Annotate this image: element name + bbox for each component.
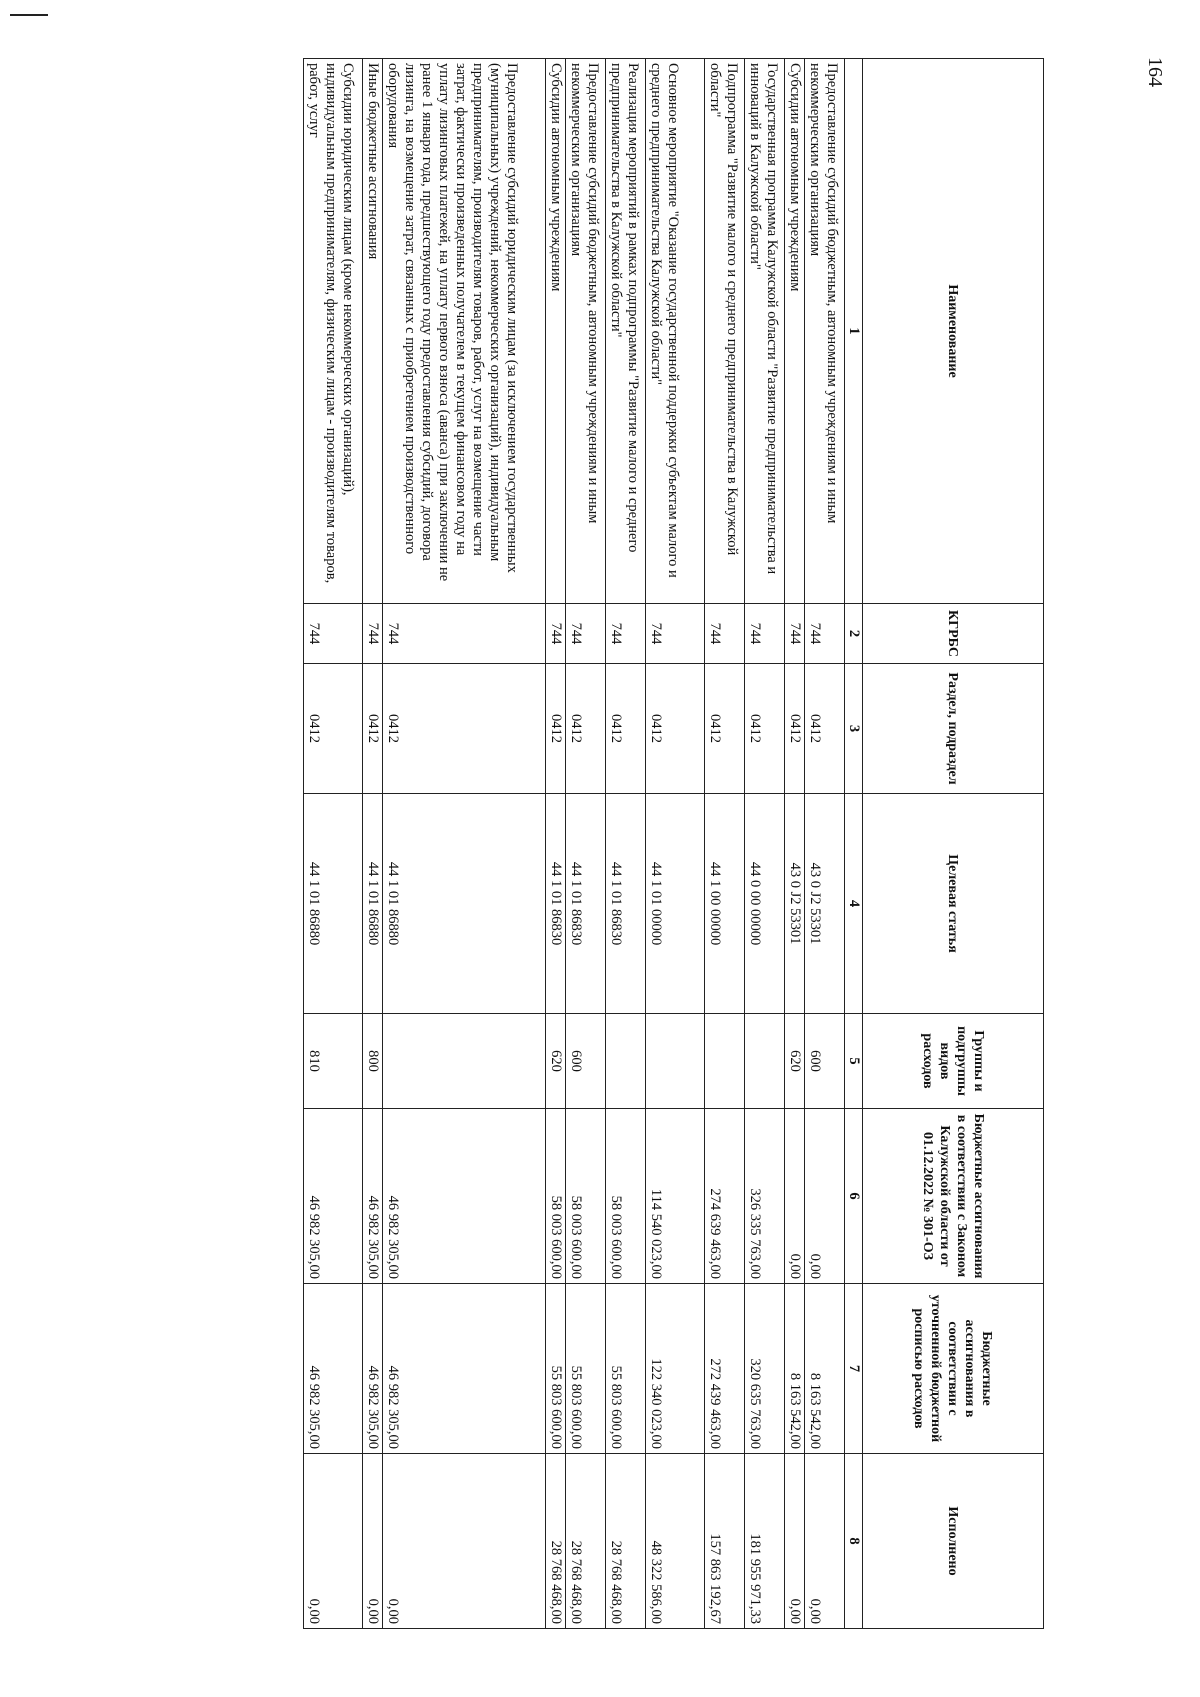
table-row	[785, 59, 805, 1629]
row-razdel: 0412	[805, 664, 845, 794]
row-name: Субсидии автономным учреждениям	[785, 59, 805, 604]
rotated-table-area	[154, 58, 1044, 1628]
row-law-allocation: 58 003 600,00	[606, 1109, 646, 1284]
row-razdel: 0412	[745, 664, 785, 794]
row-executed: 28 768 468,00	[606, 1454, 646, 1629]
row-executed: 28 768 468,00	[546, 1454, 566, 1629]
row-name: Субсидии автономным учреждениям	[546, 59, 566, 604]
column-number: 1	[845, 59, 863, 604]
row-executed: 0,00	[363, 1454, 383, 1629]
table-row	[805, 59, 845, 1629]
column-number-row	[845, 59, 863, 1629]
row-budget-schedule: 46 982 305,00	[363, 1284, 383, 1454]
row-expense-group: 620	[546, 1014, 566, 1109]
page-number: 164	[1144, 57, 1166, 87]
row-target-article: 44 1 00 00000	[705, 794, 745, 1014]
row-target-article: 44 1 01 86830	[546, 794, 566, 1014]
row-razdel: 0412	[646, 664, 705, 794]
column-number: 6	[845, 1109, 863, 1284]
row-executed: 0,00	[785, 1454, 805, 1629]
header-kgrbs: КГРБС	[863, 604, 1044, 664]
budget-table	[303, 58, 1044, 1629]
column-number: 5	[845, 1014, 863, 1109]
row-kgrbs: 744	[745, 604, 785, 664]
row-law-allocation: 0,00	[805, 1109, 845, 1284]
column-number: 7	[845, 1284, 863, 1454]
table-row	[646, 59, 705, 1629]
row-executed: 48 322 586,00	[646, 1454, 705, 1629]
row-law-allocation: 326 335 763,00	[745, 1109, 785, 1284]
row-kgrbs: 744	[383, 604, 546, 664]
header-expense-group: Группы и подгруппы видов расходов	[863, 1014, 1044, 1109]
row-expense-group	[705, 1014, 745, 1109]
row-razdel: 0412	[383, 664, 546, 794]
row-law-allocation: 274 639 463,00	[705, 1109, 745, 1284]
header-name: Наименование	[863, 59, 1044, 604]
row-razdel: 0412	[546, 664, 566, 794]
row-executed: 28 768 468,00	[566, 1454, 606, 1629]
row-law-allocation: 0,00	[785, 1109, 805, 1284]
row-law-allocation: 46 982 305,00	[304, 1109, 363, 1284]
row-expense-group: 600	[566, 1014, 606, 1109]
row-expense-group	[383, 1014, 546, 1109]
header-razdel: Раздел, подраздел	[863, 664, 1044, 794]
row-kgrbs: 744	[705, 604, 745, 664]
row-budget-schedule: 122 340 023,00	[646, 1284, 705, 1454]
table-row	[606, 59, 646, 1629]
row-expense-group: 620	[785, 1014, 805, 1109]
row-target-article: 44 1 01 86880	[383, 794, 546, 1014]
row-name: Субсидии юридическим лицам (кроме некоммерческих организаций), индивидуальным предпринимателям, физическим лицам - производителям товаров, работ, услуг	[304, 59, 363, 604]
column-number: 2	[845, 604, 863, 664]
row-budget-schedule: 46 982 305,00	[304, 1284, 363, 1454]
row-target-article: 44 1 01 86830	[606, 794, 646, 1014]
row-budget-schedule: 46 982 305,00	[383, 1284, 546, 1454]
row-budget-schedule: 55 803 600,00	[606, 1284, 646, 1454]
row-budget-schedule: 320 635 763,00	[745, 1284, 785, 1454]
row-razdel: 0412	[363, 664, 383, 794]
row-executed: 157 863 192,67	[705, 1454, 745, 1629]
row-budget-schedule: 8 163 542,00	[785, 1284, 805, 1454]
row-law-allocation: 46 982 305,00	[363, 1109, 383, 1284]
row-name: Государственная программа Калужской области "Развитие предпринимательства и инноваций в Калужской области"	[745, 59, 785, 604]
column-number: 8	[845, 1454, 863, 1629]
row-law-allocation: 58 003 600,00	[546, 1109, 566, 1284]
table-row	[383, 59, 546, 1629]
row-law-allocation: 46 982 305,00	[383, 1109, 546, 1284]
row-expense-group	[606, 1014, 646, 1109]
column-number: 4	[845, 794, 863, 1014]
header-law-allocation: Бюджетные ассигнования в соответствии с Законом Калужской области от 01.12.2022 № 301-ОЗ	[863, 1109, 1044, 1284]
row-expense-group: 810	[304, 1014, 363, 1109]
table-row	[745, 59, 785, 1629]
row-razdel: 0412	[705, 664, 745, 794]
row-razdel: 0412	[785, 664, 805, 794]
row-target-article: 43 0 J2 53301	[785, 794, 805, 1014]
row-target-article: 43 0 J2 53301	[805, 794, 845, 1014]
header-budget-schedule: Бюджетные ассигнования в соответствии с уточненной бюджетной росписью расходов	[863, 1284, 1044, 1454]
row-kgrbs: 744	[546, 604, 566, 664]
row-kgrbs: 744	[566, 604, 606, 664]
row-budget-schedule: 272 439 463,00	[705, 1284, 745, 1454]
table-row	[304, 59, 363, 1629]
header-row	[863, 59, 1044, 1629]
row-name: Предоставление субсидий бюджетным, автономным учреждениям и иным некоммерческим организациям	[805, 59, 845, 604]
row-name: Предоставление субсидий бюджетным, автономным учреждениям и иным некоммерческим организациям	[566, 59, 606, 604]
row-target-article: 44 1 01 00000	[646, 794, 705, 1014]
row-budget-schedule: 8 163 542,00	[805, 1284, 845, 1454]
row-target-article: 44 0 00 00000	[745, 794, 785, 1014]
row-executed: 0,00	[304, 1454, 363, 1629]
header-executed: Исполнено	[863, 1454, 1044, 1629]
row-razdel: 0412	[304, 664, 363, 794]
row-kgrbs: 744	[363, 604, 383, 664]
header-target-article: Целевая статья	[863, 794, 1044, 1014]
row-expense-group: 800	[363, 1014, 383, 1109]
table-row	[363, 59, 383, 1629]
row-executed: 181 955 971,33	[745, 1454, 785, 1629]
row-kgrbs: 744	[606, 604, 646, 664]
row-law-allocation: 114 540 023,00	[646, 1109, 705, 1284]
row-executed: 0,00	[383, 1454, 546, 1629]
row-kgrbs: 744	[646, 604, 705, 664]
row-name: Подпрограмма "Развитие малого и среднего предпринимательства в Калужской области"	[705, 59, 745, 604]
row-budget-schedule: 55 803 600,00	[566, 1284, 606, 1454]
row-kgrbs: 744	[805, 604, 845, 664]
row-target-article: 44 1 01 86880	[363, 794, 383, 1014]
row-expense-group	[646, 1014, 705, 1109]
row-name: Основное мероприятие "Оказание государственной поддержки субъектам малого и среднего предпринимательства Калужской области"	[646, 59, 705, 604]
table-row	[566, 59, 606, 1629]
row-expense-group: 600	[805, 1014, 845, 1109]
row-razdel: 0412	[566, 664, 606, 794]
row-budget-schedule: 55 803 600,00	[546, 1284, 566, 1454]
row-executed: 0,00	[805, 1454, 845, 1629]
corner-mark	[10, 14, 48, 16]
row-target-article: 44 1 01 86830	[566, 794, 606, 1014]
row-law-allocation: 58 003 600,00	[566, 1109, 606, 1284]
row-kgrbs: 744	[304, 604, 363, 664]
row-name: Иные бюджетные ассигнования	[363, 59, 383, 604]
row-expense-group	[745, 1014, 785, 1109]
row-name: Предоставление субсидий юридическим лицам (за исключением государственных (муниципальных) учреждений, некоммерческих организаций), индивидуальным предпринимателям, производителям товаров, работ, услуг на возмещение части затрат, фактически произведенных получателем в текущем финансовом году на уплату лизинговых платежей, на уплату первого взноса (аванса) при заключении не ранее 1 января года, предшествующего году предоставления субсидий, договора лизинга, на возмещение затрат, связанных с приобретением производственного оборудования	[383, 59, 546, 604]
row-kgrbs: 744	[785, 604, 805, 664]
column-number: 3	[845, 664, 863, 794]
table-row	[705, 59, 745, 1629]
row-target-article: 44 1 01 86880	[304, 794, 363, 1014]
row-razdel: 0412	[606, 664, 646, 794]
row-name: Реализация мероприятий в рамках подпрограммы "Развитие малого и среднего предпринимательства в Калужской области"	[606, 59, 646, 604]
table-row	[546, 59, 566, 1629]
